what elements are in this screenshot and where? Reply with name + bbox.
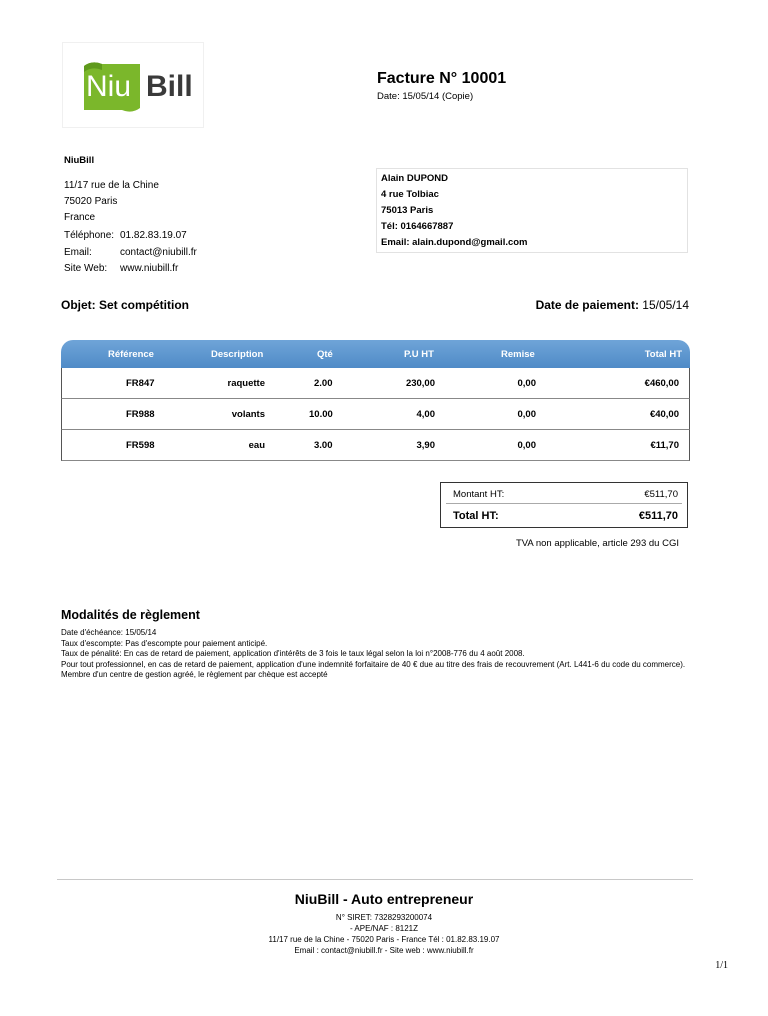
cell-description: raquette xyxy=(227,378,265,389)
cell-total: €11,70 xyxy=(650,440,679,451)
cell-total: €40,00 xyxy=(649,409,679,420)
column-header-discount: Remise xyxy=(501,349,535,360)
cell-qty: 3.00 xyxy=(314,440,333,451)
cell-description: volants xyxy=(231,409,265,420)
seller-address-line2: 75020 Paris xyxy=(64,196,118,207)
logo-text-bill: Bill xyxy=(146,70,193,103)
seller-name: NiuBill xyxy=(64,155,95,166)
seller-web-label: Site Web: xyxy=(64,263,108,274)
cell-unit-price: 230,00 xyxy=(405,378,435,389)
table-row xyxy=(61,399,690,430)
cell-reference: FR847 xyxy=(126,378,155,389)
cell-reference: FR988 xyxy=(126,409,155,420)
column-header-unit-price: P.U HT xyxy=(404,349,434,360)
cell-discount: 0,00 xyxy=(517,409,536,420)
seller-phone-label: Téléphone: xyxy=(64,230,115,241)
cell-description: eau xyxy=(248,440,265,451)
cell-reference: FR598 xyxy=(126,440,155,451)
footer-address: 11/17 rue de la Chine - 75020 Paris - France Tél : 01.82.83.19.07 xyxy=(268,935,500,944)
cell-unit-price: 4,00 xyxy=(416,409,435,420)
payment-date-label: Date de paiement: xyxy=(535,298,639,312)
invoice-title: Facture N° 10001 xyxy=(377,70,507,87)
total-ht-label: Total HT: xyxy=(453,510,499,522)
column-header-description: Description xyxy=(211,349,264,360)
totals-divider xyxy=(446,503,682,504)
cell-unit-price: 3,90 xyxy=(416,440,435,451)
footer-ape: - APE/NAF : 8121Z xyxy=(349,924,419,933)
payment-date-value: 15/05/14 xyxy=(642,298,689,312)
total-ht-value: €511,70 xyxy=(638,510,678,522)
client-phone: Tél: 0164667887 xyxy=(381,221,454,232)
table-header xyxy=(61,340,690,368)
cell-qty: 10.00 xyxy=(309,409,333,420)
cell-discount: 0,00 xyxy=(517,440,536,451)
footer-contact: Email : contact@niubill.fr - Site web : www.niubill.fr xyxy=(294,946,474,955)
invoice-date: Date: 15/05/14 (Copie) xyxy=(377,91,474,102)
seller-web: www.niubill.fr xyxy=(120,263,179,274)
table-row xyxy=(61,430,690,461)
seller-email-label: Email: xyxy=(64,247,92,258)
payment-terms-line: Taux de pénalité: En cas de retard de paiement, application d'intérêts de 3 fois le taux légal selon la loi n°2008-776 du 4 août 2008. xyxy=(61,649,525,658)
logo-text-niu: Niu xyxy=(86,70,132,103)
client-address-line1: 4 rue Tolbiac xyxy=(381,189,439,200)
client-email: Email: alain.dupond@gmail.com xyxy=(381,237,528,248)
seller-country: France xyxy=(64,212,96,223)
payment-terms-line: Pour tout professionnel, en cas de retard de paiement, application d'une indemnité forfaitaire de 40 € due au titre des frais de recouvrement (Art. L441-6 du code du commerce). xyxy=(61,659,686,669)
cell-total: €460,00 xyxy=(644,378,679,389)
payment-terms-line: Date d'échéance: 15/05/14 xyxy=(61,628,157,637)
footer-siret: N° SIRET: 7328293200074 xyxy=(335,913,433,922)
payment-terms-title: Modalités de règlement xyxy=(61,608,200,622)
tva-note: TVA non applicable, article 293 du CGI xyxy=(515,538,679,549)
column-header-qty: Qté xyxy=(317,349,333,360)
seller-address-line1: 11/17 rue de la Chine xyxy=(64,180,159,191)
client-name: Alain DUPOND xyxy=(381,173,449,184)
payment-date xyxy=(536,298,689,312)
montant-ht-value: €511,70 xyxy=(644,489,678,500)
footer-title: NiuBill - Auto entrepreneur xyxy=(294,891,474,907)
payment-terms-line: Membre d'un centre de gestion agréé, le règlement par chèque est accepté xyxy=(61,670,328,679)
seller-email: contact@niubill.fr xyxy=(120,247,197,258)
cell-qty: 2.00 xyxy=(314,378,333,389)
seller-phone: 01.82.83.19.07 xyxy=(120,230,187,241)
client-address-line2: 75013 Paris xyxy=(381,205,434,216)
page-number: 1/1 xyxy=(715,960,728,971)
column-header-reference: Référence xyxy=(108,349,154,360)
cell-discount: 0,00 xyxy=(517,378,536,389)
payment-terms-text xyxy=(61,628,691,681)
footer-divider xyxy=(57,879,693,880)
invoice-subject: Objet: Set compétition xyxy=(61,298,190,312)
table-row xyxy=(61,368,690,399)
payment-terms-line: Taux d'escompte: Pas d'escompte pour paiement anticipé. xyxy=(61,638,268,648)
montant-ht-label: Montant HT: xyxy=(453,489,505,500)
items-table xyxy=(61,340,690,461)
column-header-total: Total HT xyxy=(644,349,682,360)
